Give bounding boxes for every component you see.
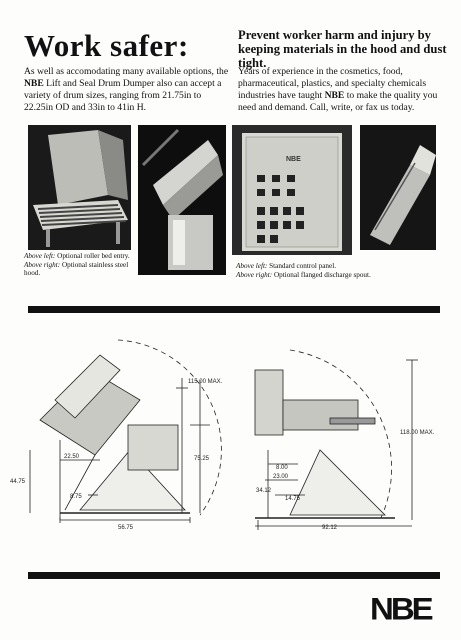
dim-right-max-height: 118.00 MAX. (400, 430, 435, 436)
dim-left-height: 75.25 (194, 456, 210, 462)
divider-top (28, 306, 440, 313)
nbe-logo: NBE (370, 590, 431, 627)
page-title: Work safer: (24, 28, 189, 63)
caption-right-1-text: Standard control panel. (267, 262, 337, 270)
dim-right-c: 34.12 (256, 488, 272, 494)
photo-discharge-spout (360, 125, 436, 250)
para-right-text-1: Years of experience in the cosmetics, food, pharmaceutical, plastics, and specialty chemicals industries have taught (238, 66, 427, 101)
headline-right: Prevent worker harm and injury by keeping materials in the hood and dust tight. (238, 28, 447, 70)
photo-stainless-hood (138, 125, 226, 275)
caption-left-1-text: Optional roller bed entry. (55, 252, 130, 260)
caption-right-2-text: Optional flanged discharge spout. (272, 270, 371, 279)
dim-right-width: 92.12 (322, 525, 338, 531)
technical-drawings (0, 330, 461, 560)
dim-left-base: 8.75 (70, 494, 82, 500)
divider-bottom (28, 572, 440, 579)
dim-right-a: 8.00 (276, 465, 288, 471)
dim-left-width: 56.75 (118, 525, 134, 531)
caption-left-line-2 (24, 261, 136, 278)
para-left-text-2: Lift and Seal Drum Dumper also can accept a variety of drum sizes, ranging from 21.75in to 22.25in OD and 33in to 41in H. (24, 78, 222, 113)
caption-right-2-label: Above right: (236, 270, 273, 279)
para-left-text-1: As well as accomodating many available options, the (24, 66, 229, 77)
para-right-brand: NBE (324, 90, 345, 101)
caption-right-1-label: Above left: (236, 262, 268, 270)
caption-left-2-text: Optional stainless steel hood. (24, 260, 129, 278)
caption-right-line-1 (236, 262, 436, 271)
photo-roller-bed-art (28, 125, 131, 250)
intro-paragraph-right (238, 66, 446, 114)
caption-left-line-1 (24, 252, 136, 261)
caption-left (24, 252, 136, 278)
dim-left-max-height: 115.00 MAX. (188, 379, 223, 385)
photo-control-panel (232, 125, 352, 255)
panel-nbe-label: NBE (286, 156, 301, 163)
para-left-brand: NBE (24, 78, 44, 89)
photo-discharge-spout-art (360, 125, 436, 250)
photo-roller-bed (28, 125, 131, 250)
dim-right-d: 14.75 (285, 496, 301, 502)
caption-right (236, 262, 436, 279)
photo-stainless-hood-art (138, 125, 226, 275)
dim-right-b: 23.00 (273, 474, 289, 480)
intro-paragraph-left (24, 66, 229, 114)
dim-left-offset: 22.50 (64, 454, 80, 460)
caption-left-1-label: Above left: (24, 252, 56, 260)
dim-left-side: 44.75 (10, 479, 26, 485)
caption-right-line-2 (236, 271, 436, 280)
para-right-text-2: to make the quality you need and demand. Call, write, or fax us today. (238, 90, 438, 113)
photo-control-panel-art (232, 125, 352, 255)
caption-left-2-label: Above right: (24, 260, 61, 269)
